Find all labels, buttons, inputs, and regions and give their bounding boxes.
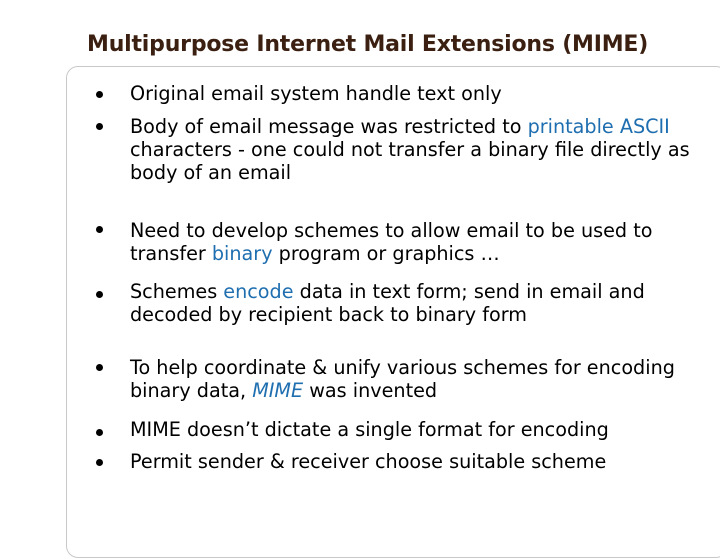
bullet-item — [130, 82, 705, 105]
bullet-marker — [96, 291, 103, 298]
highlight-term: printable ASCII — [527, 115, 670, 138]
bullet-text: MIME doesn’t dictate a single format for encoding — [130, 418, 609, 441]
bullet-text: Permit sender & receiver choose suitable scheme — [130, 450, 607, 473]
bullet-item — [130, 356, 705, 402]
bullet-item — [130, 280, 705, 326]
bullet-marker — [96, 123, 103, 130]
bullet-item — [130, 219, 705, 265]
bullet-marker — [96, 429, 103, 436]
bullet-marker — [96, 226, 103, 233]
bullet-text: program or graphics … — [272, 242, 500, 265]
bullet-text: Original email system handle text only — [130, 82, 502, 105]
slide-title: Multipurpose Internet Mail Extensions (MIME) — [87, 32, 649, 57]
bullet-marker — [96, 91, 103, 98]
bullet-marker — [96, 459, 103, 466]
bullet-text: data in text form; send in email and decoded by recipient back to binary form — [130, 280, 645, 326]
bullet-item — [130, 115, 705, 184]
highlight-term: binary — [211, 242, 273, 265]
bullet-text: Schemes — [130, 280, 224, 303]
bullet-text: To help coordinate & unify various schemes for encoding binary data, — [130, 356, 675, 402]
bullet-text: Body of email message was restricted to — [130, 115, 528, 138]
highlight-term: encode — [223, 280, 294, 303]
bullet-text: Need to develop schemes to allow email to be used to transfer — [130, 219, 653, 265]
bullet-text: was invented — [303, 379, 438, 402]
bullet-item — [130, 418, 705, 441]
highlight-term: MIME — [252, 379, 304, 402]
bullet-marker — [96, 364, 103, 371]
bullet-text: characters - one could not transfer a binary file directly as body of an email — [130, 138, 690, 184]
bullet-item — [130, 450, 705, 473]
